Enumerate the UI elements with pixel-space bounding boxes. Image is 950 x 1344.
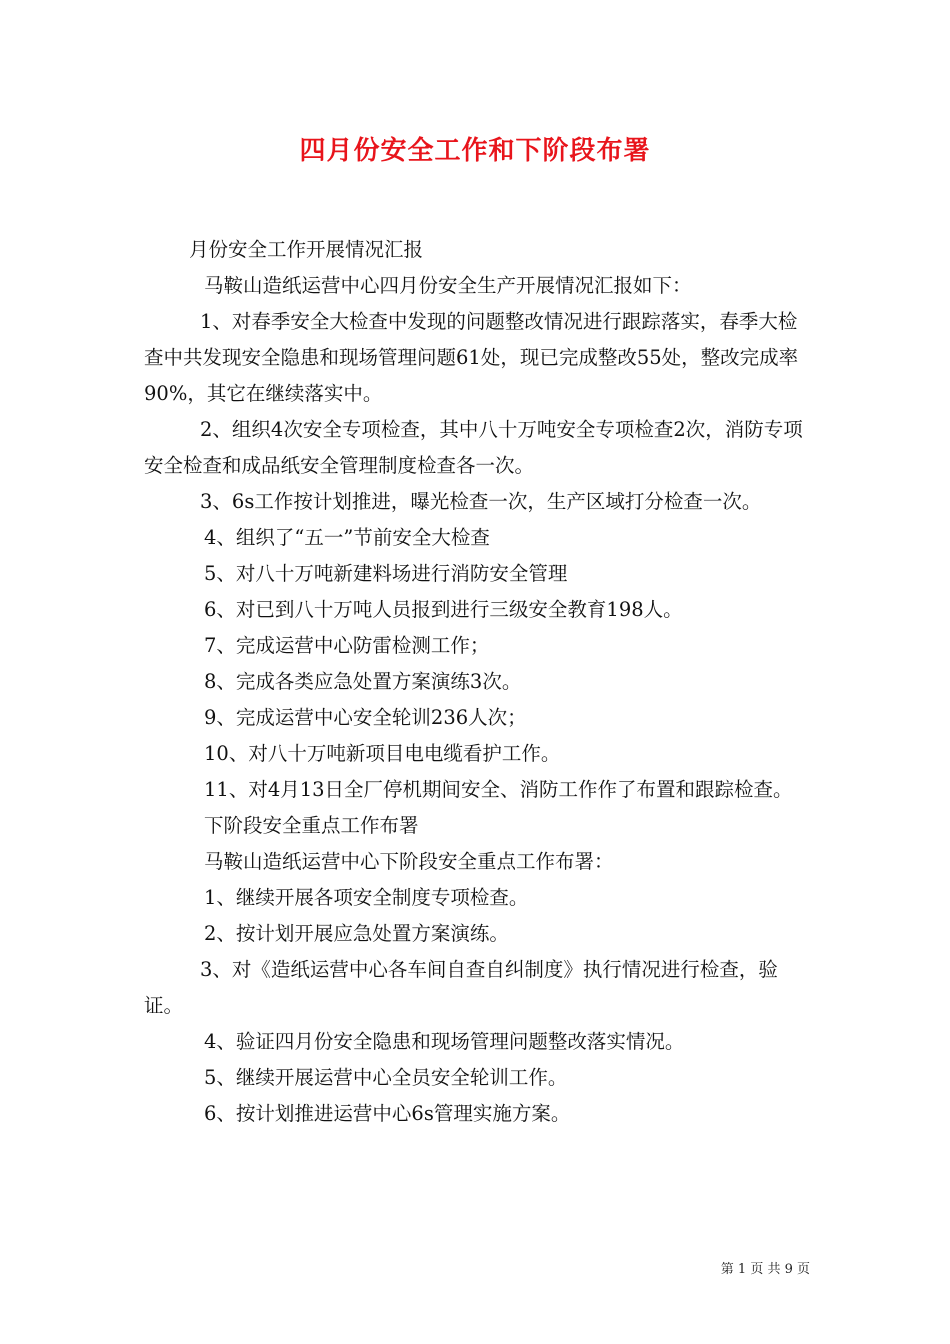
list-item: 4、验证四月份安全隐患和现场管理问题整改落实情况。 bbox=[204, 1030, 685, 1053]
section-heading-next-stage: 下阶段安全重点工作布署 bbox=[204, 814, 419, 837]
list-item: 9、完成运营中心安全轮训236人次； bbox=[204, 706, 527, 729]
list-item: 6、按计划推进运营中心6s管理实施方案。 bbox=[204, 1102, 571, 1125]
paragraph-intro: 马鞍山造纸运营中心四月份安全生产开展情况汇报如下： bbox=[204, 274, 692, 297]
list-item: 4、组织了“五一”节前安全大检查 bbox=[204, 526, 490, 549]
list-item: 5、继续开展运营中心全员安全轮训工作。 bbox=[204, 1066, 568, 1089]
list-item: 5、对八十万吨新建料场进行消防安全管理 bbox=[204, 562, 568, 585]
list-item: 3、6s工作按计划推进，曝光检查一次，生产区域打分检查一次。 bbox=[200, 490, 762, 513]
list-item: 11、对4月13日全厂停机期间安全、消防工作作了布置和跟踪检查。 bbox=[204, 778, 793, 801]
list-item: 2、组织4次安全专项检查，其中八十万吨安全专项检查2次，消防专项安全检查和成品纸安全管理制度检查各一次。 bbox=[144, 418, 803, 477]
list-item: 6、对已到八十万吨人员报到进行三级安全教育198人。 bbox=[204, 598, 683, 621]
list-item: 1、继续开展各项安全制度专项检查。 bbox=[204, 886, 529, 909]
list-item: 10、对八十万吨新项目电电缆看护工作。 bbox=[204, 742, 561, 765]
section-heading-report: 月份安全工作开展情况汇报 bbox=[189, 238, 424, 261]
document-title: 四月份安全工作和下阶段布署 bbox=[299, 136, 651, 166]
paragraph-next-stage-intro: 马鞍山造纸运营中心下阶段安全重点工作布署： bbox=[204, 850, 614, 873]
list-item: 7、完成运营中心防雷检测工作； bbox=[204, 634, 490, 657]
document-body bbox=[144, 232, 810, 1132]
list-item: 1、对春季安全大检查中发现的问题整改情况进行跟踪落实，春季大检查中共发现安全隐患和现场管理问题61处，现已完成整改55处，整改完成率90%，其它在继续落实中。 bbox=[144, 310, 799, 405]
page-number: 第 1 页 共 9 页 bbox=[720, 1262, 810, 1277]
list-item: 3、对《造纸运营中心各车间自查自纠制度》执行情况进行检查，验证。 bbox=[144, 958, 778, 1017]
list-item: 8、完成各类应急处置方案演练3次。 bbox=[204, 670, 522, 693]
list-item: 2、按计划开展应急处置方案演练。 bbox=[204, 922, 509, 945]
